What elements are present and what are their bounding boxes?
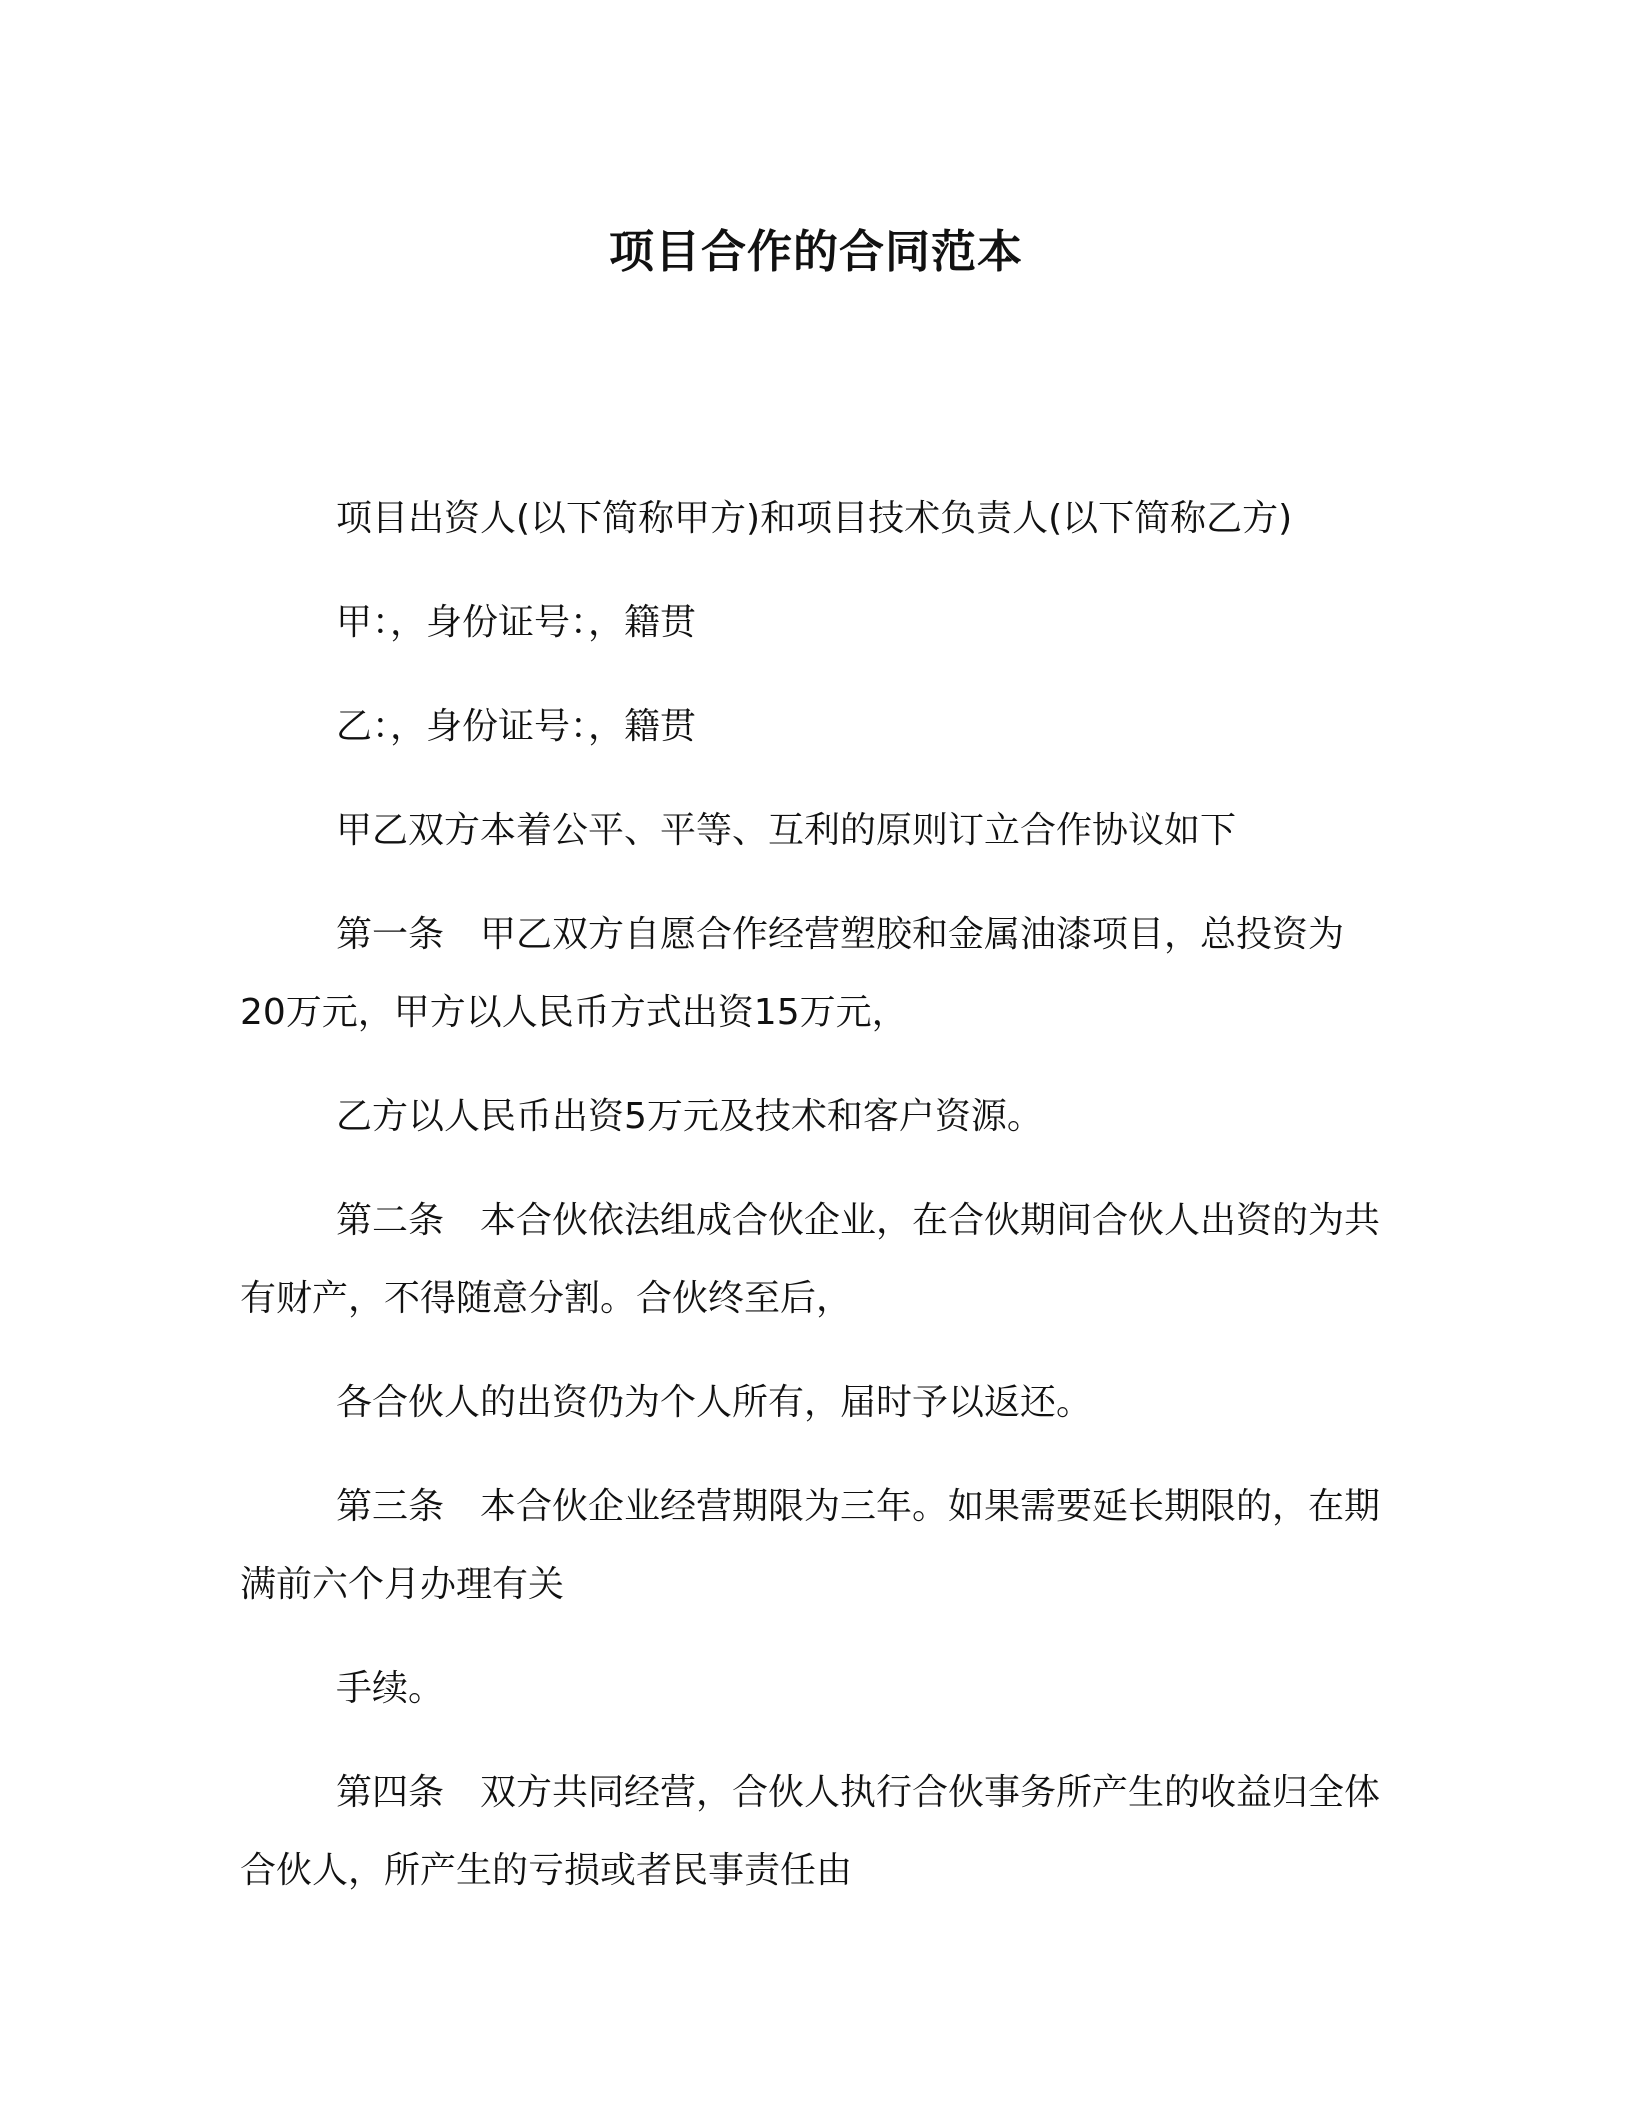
document-title: 项目合作的合同范本 [608,225,1023,278]
document-body [240,480,1380,1910]
paragraph-article-2-cont: 各合伙人的出资仍为个人所有，届时予以返还。 [336,1382,1093,1423]
paragraph-article-2: 第二条 本合伙依法组成合伙企业，在合伙期间合伙人出资的为共有财产，不得随意分割。合伙终至后， [240,1200,1381,1319]
paragraph-article-1-cont: 乙方以人民币出资5万元及技术和客户资源。 [336,1096,1043,1137]
paragraph-article-3-cont: 手续。 [336,1668,445,1709]
paragraph-party-a: 甲：，身份证号：，籍贯 [336,602,697,643]
paragraph-principle: 甲乙双方本着公平、平等、互利的原则订立合作协议如下 [336,810,1237,851]
paragraph-article-4: 第四条 双方共同经营，合伙人执行合伙事务所产生的收益归全体合伙人，所产生的亏损或者民事责任由 [240,1772,1381,1891]
paragraph-article-1: 第一条 甲乙双方自愿合作经营塑胶和金属油漆项目，总投资为20万元，甲方以人民币方式出资15万元， [240,914,1345,1033]
paragraph-parties: 项目出资人(以下简称甲方)和项目技术负责人(以下简称乙方) [336,498,1293,539]
paragraph-party-b: 乙：，身份证号：，籍贯 [336,706,697,747]
paragraph-article-3: 第三条 本合伙企业经营期限为三年。如果需要延长期限的，在期满前六个月办理有关 [240,1486,1381,1605]
